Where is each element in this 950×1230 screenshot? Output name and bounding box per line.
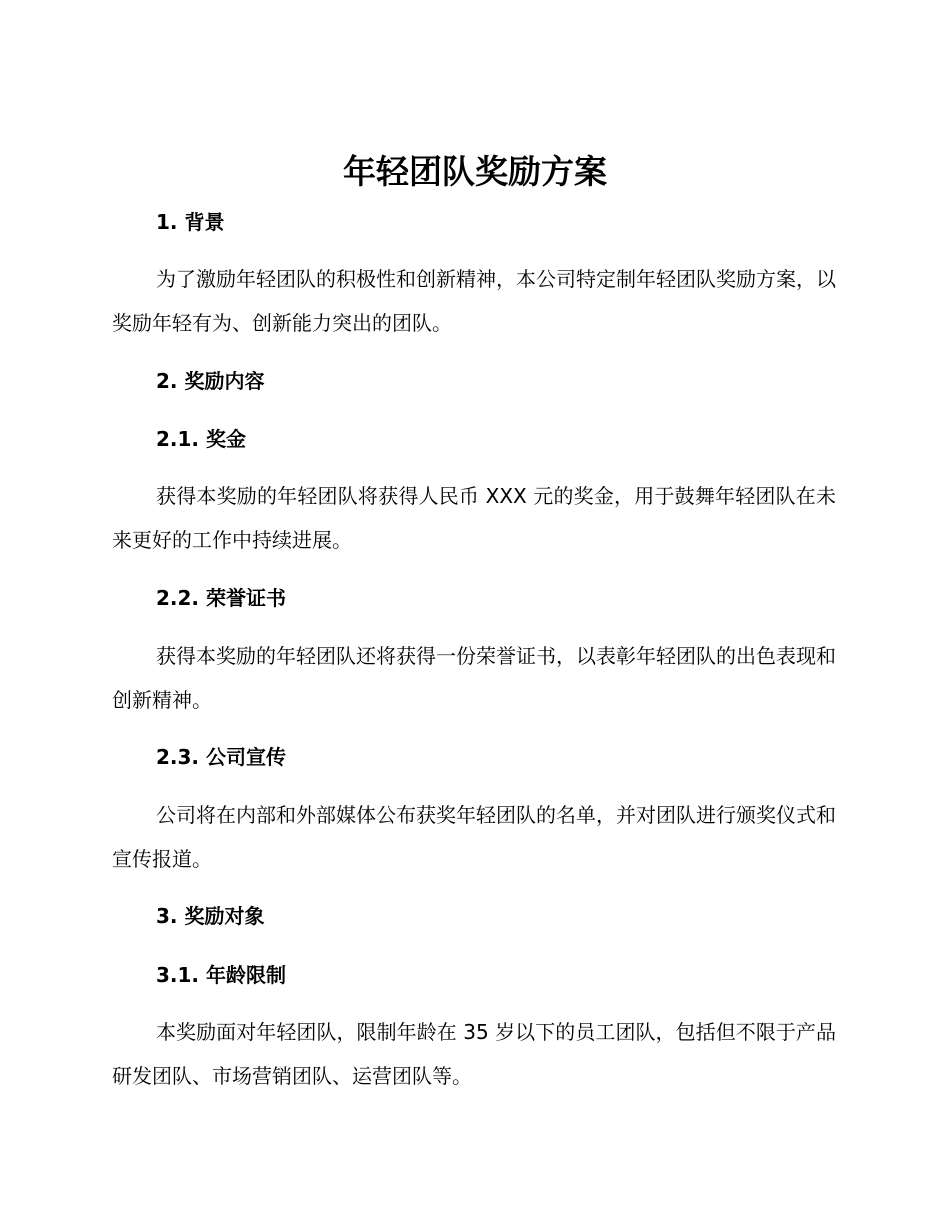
- document-title: 年轻团队奖励方案: [343, 152, 607, 191]
- section-heading-reward-content: 2. 奖励内容: [156, 369, 265, 393]
- paragraph-publicity: 公司将在内部和外部媒体公布获奖年轻团队的名单，并对团队进行颁奖仪式和宣传报道。: [112, 803, 836, 871]
- paragraph-age-limit: 本奖励面对年轻团队，限制年龄在 35 岁以下的员工团队，包括但不限于产品研发团队、市场营销团队、运营团队等。: [112, 1020, 836, 1088]
- paragraph-certificate: 获得本奖励的年轻团队还将获得一份荣誉证书，以表彰年轻团队的出色表现和创新精神。: [112, 644, 836, 712]
- section-heading-certificate: 2.2. 荣誉证书: [156, 586, 286, 610]
- section-heading-bonus: 2.1. 奖金: [156, 427, 246, 451]
- paragraph-bonus: 获得本奖励的年轻团队将获得人民币 XXX 元的奖金，用于鼓舞年轻团队在未来更好的工作中持续进展。: [112, 484, 836, 552]
- section-heading-background: 1. 背景: [156, 210, 225, 234]
- paragraph-background: 为了激励年轻团队的积极性和创新精神，本公司特定制年轻团队奖励方案，以奖励年轻有为、创新能力突出的团队。: [112, 267, 836, 335]
- section-heading-publicity: 2.3. 公司宣传: [156, 745, 286, 769]
- section-heading-age-limit: 3.1. 年龄限制: [156, 963, 286, 987]
- section-heading-reward-target: 3. 奖励对象: [156, 904, 265, 928]
